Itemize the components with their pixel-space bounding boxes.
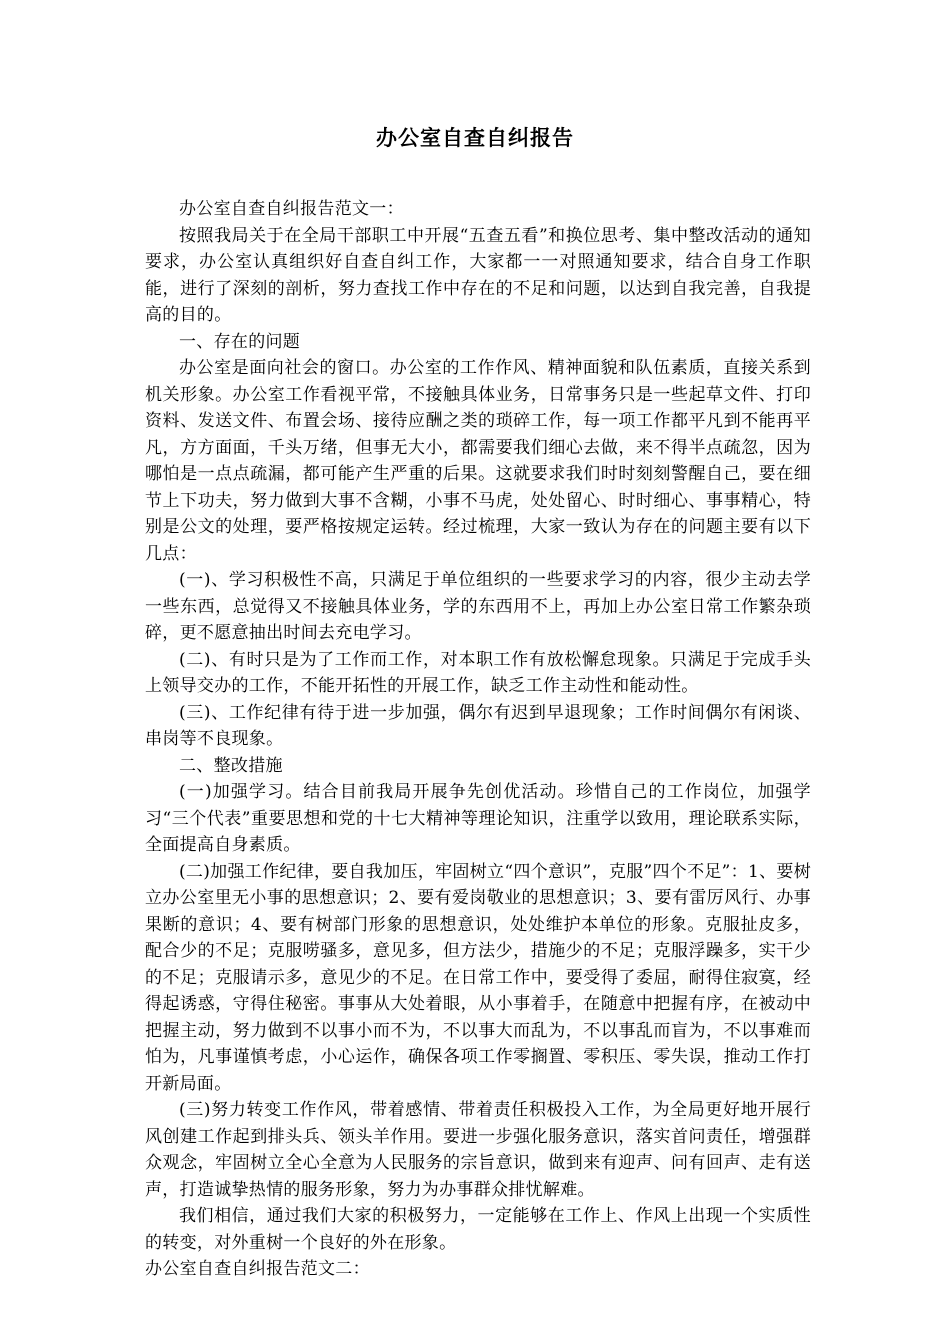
- paragraph-sample-one-heading: 办公室自查自纠报告范文一：: [179, 199, 404, 219]
- paragraph-sample-two-heading: 办公室自查自纠报告范文二：: [145, 1259, 370, 1279]
- paragraph-problem-2: (二)、有时只是为了工作而工作，对本职工作有放松懈怠现象。只满足于完成手头上领导交办的工作，不能开拓性的开展工作，缺乏工作主动性和能动性。: [145, 649, 811, 696]
- section-heading-problems: 一、存在的问题: [179, 331, 301, 352]
- document-body: [145, 196, 811, 1283]
- paragraph-conclusion: 我们相信，通过我们大家的积极努力，一定能够在工作上、作风上出现一个实质性的转变，对外重树一个良好的外在形象。: [145, 1206, 811, 1253]
- paragraph-measure-3: (三)努力转变工作作风，带着感情、带着责任积极投入工作，为全局更好地开展行风创建工作起到排头兵、领头羊作用。要进一步强化服务意识，落实首问责任，增强群众观念，牢固树立全心全意为人民服务的宗旨意识，做到来有迎声、问有回声、走有送声，打造诚挚热情的服务形象，努力为办事群众排忧解难。: [145, 1100, 811, 1200]
- section-heading-measures: 二、整改措施: [179, 755, 283, 776]
- paragraph-office-window: 办公室是面向社会的窗口。办公室的工作作风、精神面貌和队伍素质，直接关系到机关形象。办公室工作看视平常，不接触具体业务，日常事务只是一些起草文件、打印资料、发送文件、布置会场、接待应酬之类的琐碎工作，每一项工作都平凡到不能再平凡，方方面面，千头万绪，但事无大小，都需要我们细心去做，来不得半点疏忽，因为哪怕是一点点疏漏，都可能产生严重的后果。这就要求我们时时刻刻警醒自己，要在细节上下功夫，努力做到大事不含糊，小事不马虎，处处留心、时时细心、事事精心，特别是公文的处理，要严格按规定运转。经过梳理，大家一致认为存在的问题主要有以下几点：: [145, 358, 811, 564]
- paragraph-problem-1: (一)、学习积极性不高，只满足于单位组织的一些要求学习的内容，很少主动去学一些东西，总觉得又不接触具体业务，学的东西用不上，再加上办公室日常工作繁杂琐碎，更不愿意抽出时间去充电学习。: [145, 570, 811, 643]
- paragraph-intro: 按照我局关于在全局干部职工中开展“五查五看”和换位思考、集中整改活动的通知要求，办公室认真组织好自查自纠工作，大家都一一对照通知要求，结合自身工作职能，进行了深刻的剖析，努力查找工作中存在的不足和问题，以达到自我完善，自我提高的目的。: [145, 225, 811, 325]
- paragraph-problem-3: (三)、工作纪律有待于进一步加强，偶尔有迟到早退现象；工作时间偶尔有闲谈、串岗等不良现象。: [145, 702, 811, 749]
- paragraph-measure-2: (二)加强工作纪律，要自我加压，牢固树立“四个意识”，克服”四个不足”：1、要树立办公室里无小事的思想意识；2、要有爱岗敬业的思想意识；3、要有雷厉风行、办事果断的意识；4、要有树部门形象的思想意识，处处维护本单位的形象。克服扯皮多，配合少的不足；克服唠骚多，意见多，但方法少，措施少的不足；克服浮躁多，实干少的不足；克服请示多，意见少的不足。在日常工作中，要受得了委屈，耐得住寂寞，经得起诱惑，守得住秘密。事事从大处着眼，从小事着手，在随意中把握有序，在被动中把握主动，努力做到不以事小而不为，不以事大而乱为，不以事乱而盲为，不以事难而怕为，凡事谨慎考虑，小心运作，确保各项工作零搁置、零积压、零失误，推动工作打开新局面。: [145, 861, 811, 1094]
- document-title: 办公室自查自纠报告: [376, 125, 574, 150]
- paragraph-measure-1: (一)加强学习。结合目前我局开展争先创优活动。珍惜自己的工作岗位，加强学习“三个代表”重要思想和党的十七大精神等理论知识，注重学以致用，理论联系实际，全面提高自身素质。: [145, 782, 811, 855]
